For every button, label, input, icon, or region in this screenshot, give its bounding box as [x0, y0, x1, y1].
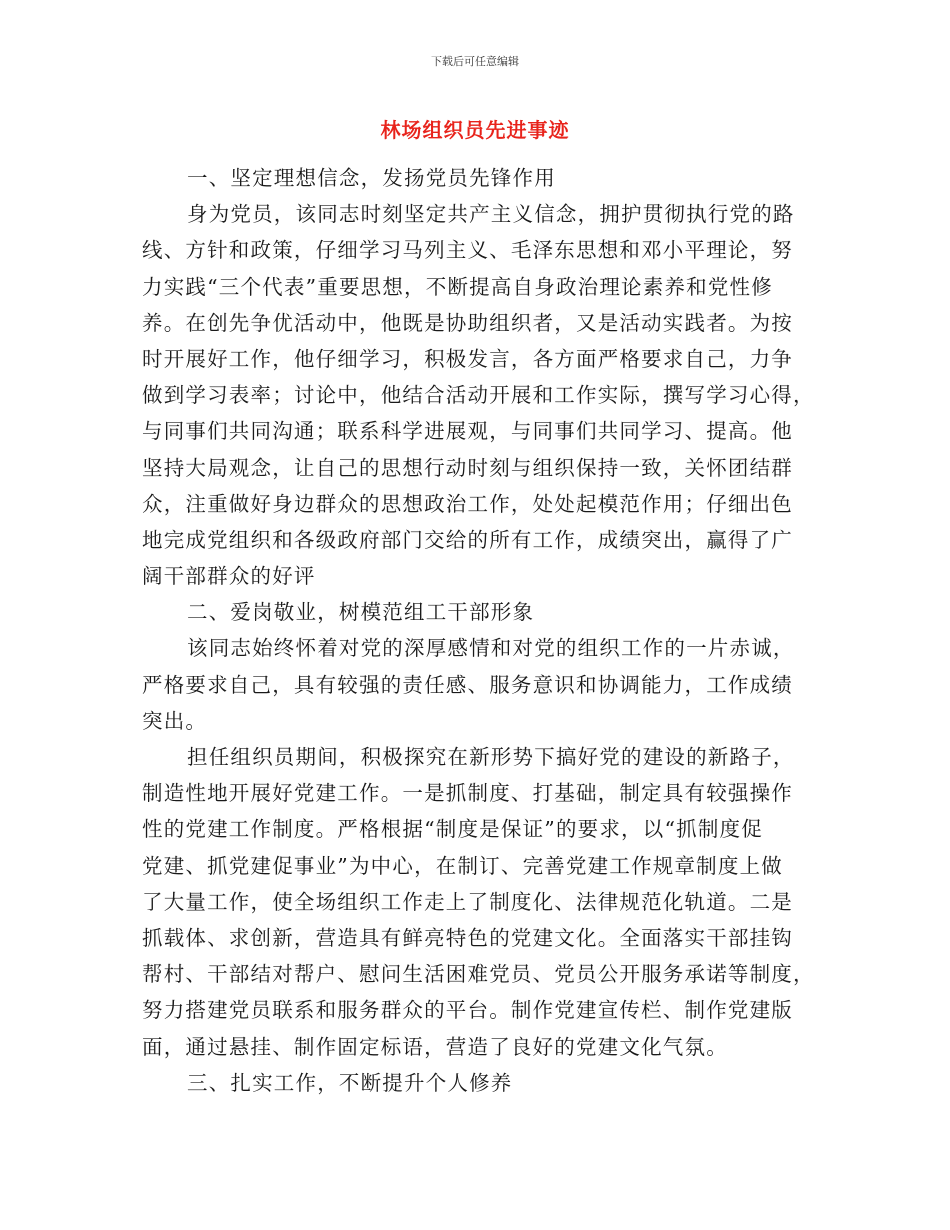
page-header: 下载后可任意编辑 [431, 55, 519, 68]
paragraph-line: 性的党建工作制度。严格根据“制度是保证”的要求，以“抓制度促 [142, 817, 763, 842]
paragraph-line: 帮村、干部结对帮户、慰问生活困难党员、党员公开服务承诺等制度， [142, 962, 815, 987]
paragraph-line: 严格要求自己，具有较强的责任感、服务意识和协调能力，工作成绩 [142, 672, 793, 697]
paragraph-line: 坚持大局观念，让自己的思想行动时刻与组织保持一致，关怀团结群 [142, 455, 793, 480]
paragraph-line: 党建、抓党建促事业”为中心，在制订、完善党建工作规章制度上做 [142, 853, 783, 878]
paragraph-line: 身为党员，该同志时刻坚定共产主义信念，拥护贯彻执行党的路 [187, 202, 795, 227]
paragraph-line: 养。在创先争优活动中，他既是协助组织者，又是活动实践者。为按 [142, 310, 793, 335]
section-heading-2: 二、爱岗敬业，树模范组工干部形象 [187, 600, 535, 625]
paragraph-line: 地完成党组织和各级政府部门交给的所有工作，成绩突出，赢得了广 [142, 527, 793, 552]
document-title: 林场组织员先进事迹 [380, 118, 570, 142]
paragraph-line: 努力搭建党员联系和服务群众的平台。制作党建宣传栏、制作党建版 [142, 998, 793, 1023]
paragraph-line: 该同志始终怀着对党的深厚感情和对党的组织工作的一片赤诚， [187, 636, 795, 661]
section-heading-3: 三、扎实工作，不断提升个人修养 [187, 1070, 513, 1095]
paragraph-line: 面，通过悬挂、制作固定标语，营造了良好的党建文化气氛。 [142, 1034, 728, 1059]
paragraph-line: 线、方针和政策，仔细学习马列主义、毛泽东思想和邓小平理论，努 [142, 238, 793, 263]
paragraph-line: 阔干部群众的好评 [142, 564, 316, 589]
paragraph-line: 抓载体、求创新，营造具有鲜亮特色的党建文化。全面落实干部挂钩 [142, 925, 793, 950]
paragraph-line: 做到学习表率；讨论中，他结合活动开展和工作实际，撰写学习心得， [142, 383, 815, 408]
paragraph-line: 时开展好工作，他仔细学习，积极发言，各方面严格要求自己，力争 [142, 346, 793, 371]
paragraph-line: 与同事们共同沟通；联系科学进展观，与同事们共同学习、提高。他 [142, 419, 793, 444]
paragraph-line: 制造性地开展好党建工作。一是抓制度、打基础，制定具有较强操作 [142, 781, 793, 806]
section-heading-1: 一、坚定理想信念，发扬党员先锋作用 [187, 166, 556, 190]
paragraph-line: 众，注重做好身边群众的思想政治工作，处处起模范作用；仔细出色 [142, 491, 793, 516]
paragraph-line: 力实践“三个代表”重要思想，不断提高自身政治理论素养和党性修 [142, 274, 773, 299]
paragraph-line: 担任组织员期间，积极探究在新形势下搞好党的建设的新路子， [187, 745, 795, 769]
document-body [142, 160, 815, 1101]
paragraph-line: 了大量工作，使全场组织工作走上了制度化、法律规范化轨道。二是 [142, 889, 793, 914]
paragraph-line: 突出。 [142, 708, 208, 733]
